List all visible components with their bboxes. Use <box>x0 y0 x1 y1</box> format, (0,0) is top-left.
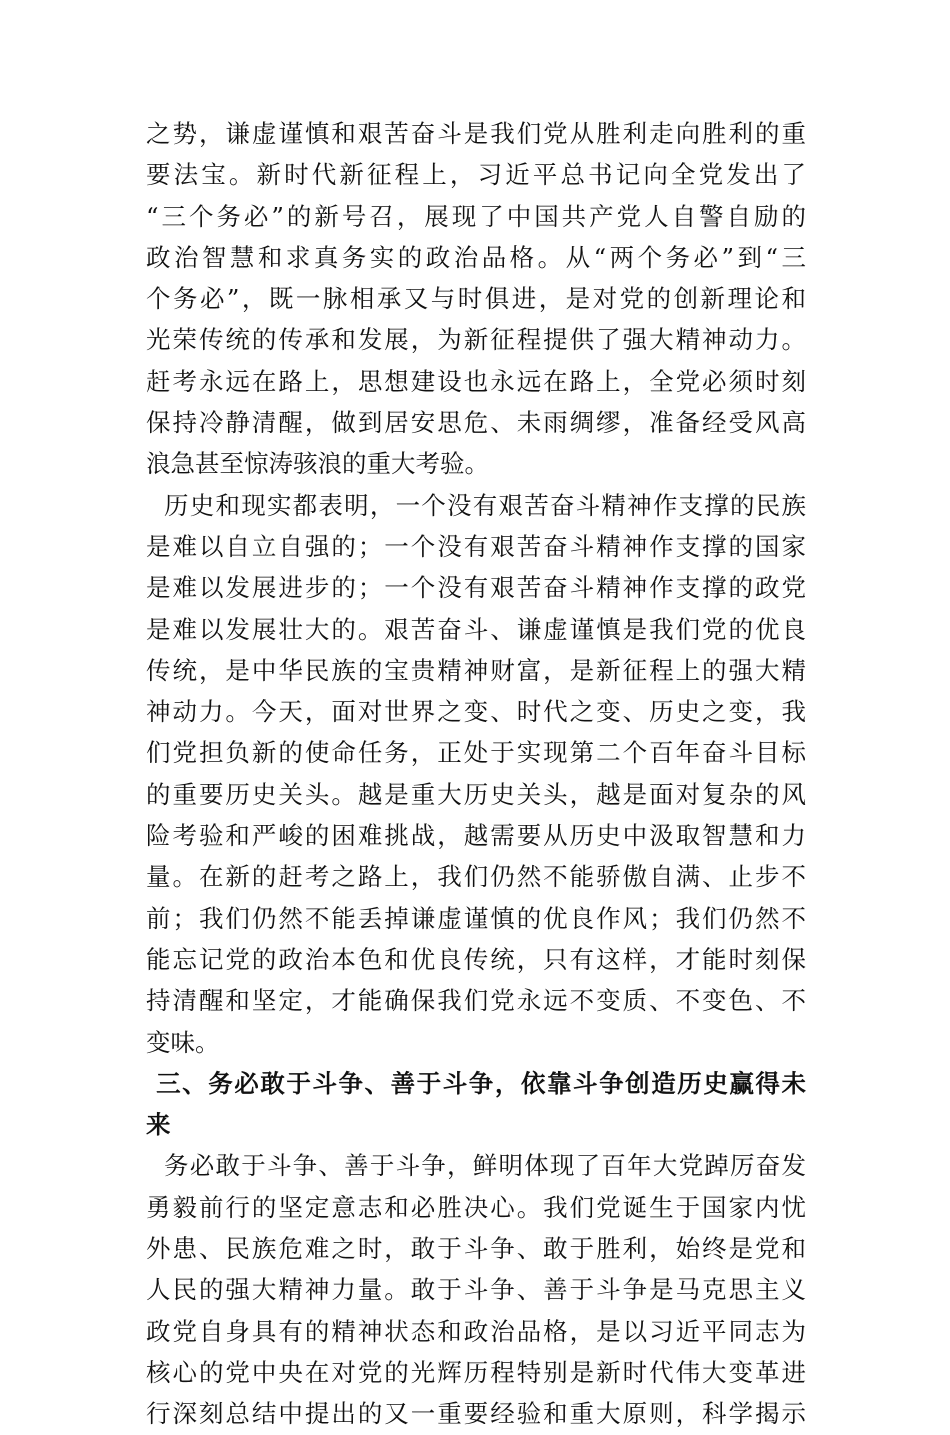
text-line: 务必敢于斗争、善于斗争，鲜明体现了百年大党踔厉奋发 <box>146 1151 806 1181</box>
text-line: 外患、民族危难之时，敢于斗争、敢于胜利，始终是党和 <box>146 1234 806 1264</box>
text-line: 个务必”，既一脉相承又与时俱进，是对党的创新理论和 <box>146 284 806 314</box>
text-line: 是难以自立自强的；一个没有艰苦奋斗精神作支撑的国家 <box>146 531 806 561</box>
text-line: 浪急甚至惊涛骇浪的重大考验。 <box>146 449 489 479</box>
text-line: 政治智慧和求真务实的政治品格。从“两个务必”到“三 <box>146 242 806 272</box>
text-line: 变味。 <box>146 1027 220 1057</box>
text-line: 人民的强大精神力量。敢于斗争、善于斗争是马克思主义 <box>146 1275 806 1305</box>
paragraph-2 <box>146 485 806 1063</box>
text-line: 是难以发展壮大的。艰苦奋斗、谦虚谨慎是我们党的优良 <box>146 614 806 644</box>
text-line: 神动力。今天，面对世界之变、时代之变、历史之变，我 <box>146 697 806 727</box>
document-page <box>146 113 806 1435</box>
text-line: 历史和现实都表明，一个没有艰苦奋斗精神作支撑的民族 <box>146 490 806 520</box>
section-heading <box>146 1063 806 1146</box>
paragraph-3 <box>146 1145 806 1434</box>
text-line: 赶考永远在路上，思想建设也永远在路上，全党必须时刻 <box>146 366 806 396</box>
text-line: 传统，是中华民族的宝贵精神财富，是新征程上的强大精 <box>146 655 806 685</box>
text-line: 们党担负新的使命任务，正处于实现第二个百年奋斗目标 <box>146 738 806 768</box>
text-line: “三个务必”的新号召，展现了中国共产党人自警自励的 <box>146 201 806 231</box>
text-line: 政党自身具有的精神状态和政治品格，是以习近平同志为 <box>146 1316 806 1346</box>
text-line: 险考验和严峻的困难挑战，越需要从历史中汲取智慧和力 <box>146 821 806 851</box>
text-line: 行深刻总结中提出的又一重要经验和重大原则，科学揭示 <box>146 1399 806 1429</box>
text-line: 是难以发展进步的；一个没有艰苦奋斗精神作支撑的政党 <box>146 573 806 603</box>
text-line: 的重要历史关头。越是重大历史关头，越是面对复杂的风 <box>146 779 806 809</box>
text-line: 能忘记党的政治本色和优良传统，只有这样，才能时刻保 <box>146 944 806 974</box>
text-line: 保持冷静清醒，做到居安思危、未雨绸缪，准备经受风高 <box>146 408 806 438</box>
paragraph-1 <box>146 113 806 485</box>
text-line: 光荣传统的传承和发展，为新征程提供了强大精神动力。 <box>146 325 806 355</box>
text-line: 前；我们仍然不能丢掉谦虚谨慎的优良作风；我们仍然不 <box>146 903 806 933</box>
text-line: 要法宝。新时代新征程上，习近平总书记向全党发出了 <box>146 160 806 190</box>
text-line: 量。在新的赶考之路上，我们仍然不能骄傲自满、止步不 <box>146 862 806 892</box>
text-line: 持清醒和坚定，才能确保我们党永远不变质、不变色、不 <box>146 986 806 1016</box>
heading-line: 来 <box>146 1110 171 1140</box>
text-line: 勇毅前行的坚定意志和必胜决心。我们党诞生于国家内忧 <box>146 1192 806 1222</box>
text-line: 核心的党中央在对党的光辉历程特别是新时代伟大变革进 <box>146 1357 806 1387</box>
text-line: 之势，谦虚谨慎和艰苦奋斗是我们党从胜利走向胜利的重 <box>146 119 806 148</box>
heading-line: 三、务必敢于斗争、善于斗争，依靠斗争创造历史赢得未 <box>146 1068 806 1098</box>
